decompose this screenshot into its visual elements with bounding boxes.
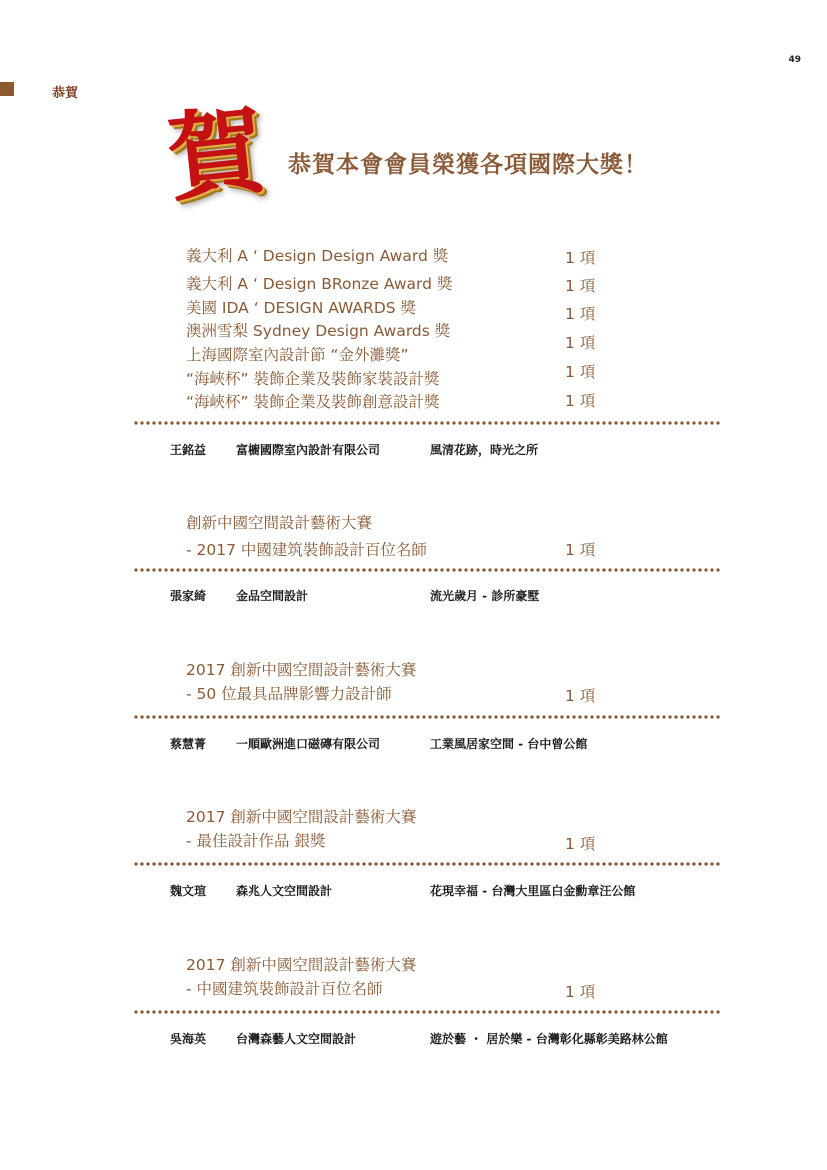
member-company: 金品空間設計 (236, 589, 309, 603)
member-name: 吳海英 (170, 1032, 207, 1046)
section-label: 恭賀 (52, 86, 79, 101)
award-count: 1 項 (565, 334, 596, 352)
member-project: 流光歲月 - 診所豪墅 (430, 589, 540, 603)
award-title: - 最佳設計作品 銀獎 (186, 832, 326, 850)
member-project: 花現幸福 - 台灣大里區白金勳章汪公館 (430, 884, 636, 898)
award-count: 1 項 (565, 305, 596, 323)
award-count: 1 項 (565, 392, 596, 410)
member-company: 森兆人文空間設計 (236, 884, 333, 898)
page-title: 恭賀本會會員榮獲各項國際大獎！ (288, 152, 648, 178)
dotted-divider (133, 861, 721, 867)
award-count: 1 項 (565, 687, 596, 705)
award-label: 上海國際室內設計節 “金外灘獎” (186, 346, 409, 364)
competition-name: 2017 創新中國空間設計藝術大賽 (186, 956, 417, 974)
award-label: “海峽杯” 裝飾企業及裝飾家裝設計獎 (186, 370, 440, 388)
award-count: 1 項 (565, 983, 596, 1001)
member-project: 風清花跡，時光之所 (430, 443, 539, 457)
dotted-divider (133, 1009, 721, 1015)
member-name: 張家綺 (170, 589, 207, 603)
member-project: 遊於藝 ・ 居於樂 - 台灣彰化縣彰美路林公館 (430, 1032, 668, 1046)
award-label: 義大利 A ‘ Design Design Award 獎 (186, 247, 449, 265)
competition-name: 2017 創新中國空間設計藝術大賽 (186, 661, 417, 679)
member-company: 台灣森藝人文空間設計 (236, 1032, 357, 1046)
member-name: 王銘益 (170, 443, 207, 457)
member-project: 工業風居家空間 - 台中曾公館 (430, 737, 588, 751)
section-marker (0, 82, 14, 96)
competition-name: 創新中國空間設計藝術大賽 (186, 514, 373, 532)
award-title: - 中國建筑裝飾設計百位名師 (186, 980, 383, 998)
award-label: “海峽杯” 裝飾企業及裝飾創意設計獎 (186, 393, 440, 411)
award-count: 1 項 (565, 541, 596, 559)
award-label: 義大利 A ‘ Design BRonze Award 獎 (186, 275, 453, 293)
award-label: 澳洲雪梨 Sydney Design Awards 獎 (186, 322, 451, 340)
member-company: 一順歐洲進口磁磚有限公司 (236, 737, 381, 751)
award-label: 美國 IDA ‘ DESIGN AWARDS 獎 (186, 299, 417, 317)
award-count: 1 項 (565, 835, 596, 853)
award-title: - 50 位最具品牌影響力設計師 (186, 685, 392, 703)
congratulations-emblem: 賀 (162, 93, 270, 216)
dotted-divider (133, 567, 721, 573)
member-name: 蔡慧菁 (170, 737, 207, 751)
dotted-divider (133, 714, 721, 720)
award-count: 1 項 (565, 249, 596, 267)
dotted-divider (133, 420, 721, 426)
member-company: 富櫥國際室內設計有限公司 (236, 443, 381, 457)
member-name: 魏文瑄 (170, 884, 207, 898)
award-count: 1 項 (565, 363, 596, 381)
award-title: - 2017 中國建筑裝飾設計百位名師 (186, 541, 427, 559)
page-number: 49 (788, 55, 801, 65)
award-count: 1 項 (565, 277, 596, 295)
competition-name: 2017 創新中國空間設計藝術大賽 (186, 808, 417, 826)
